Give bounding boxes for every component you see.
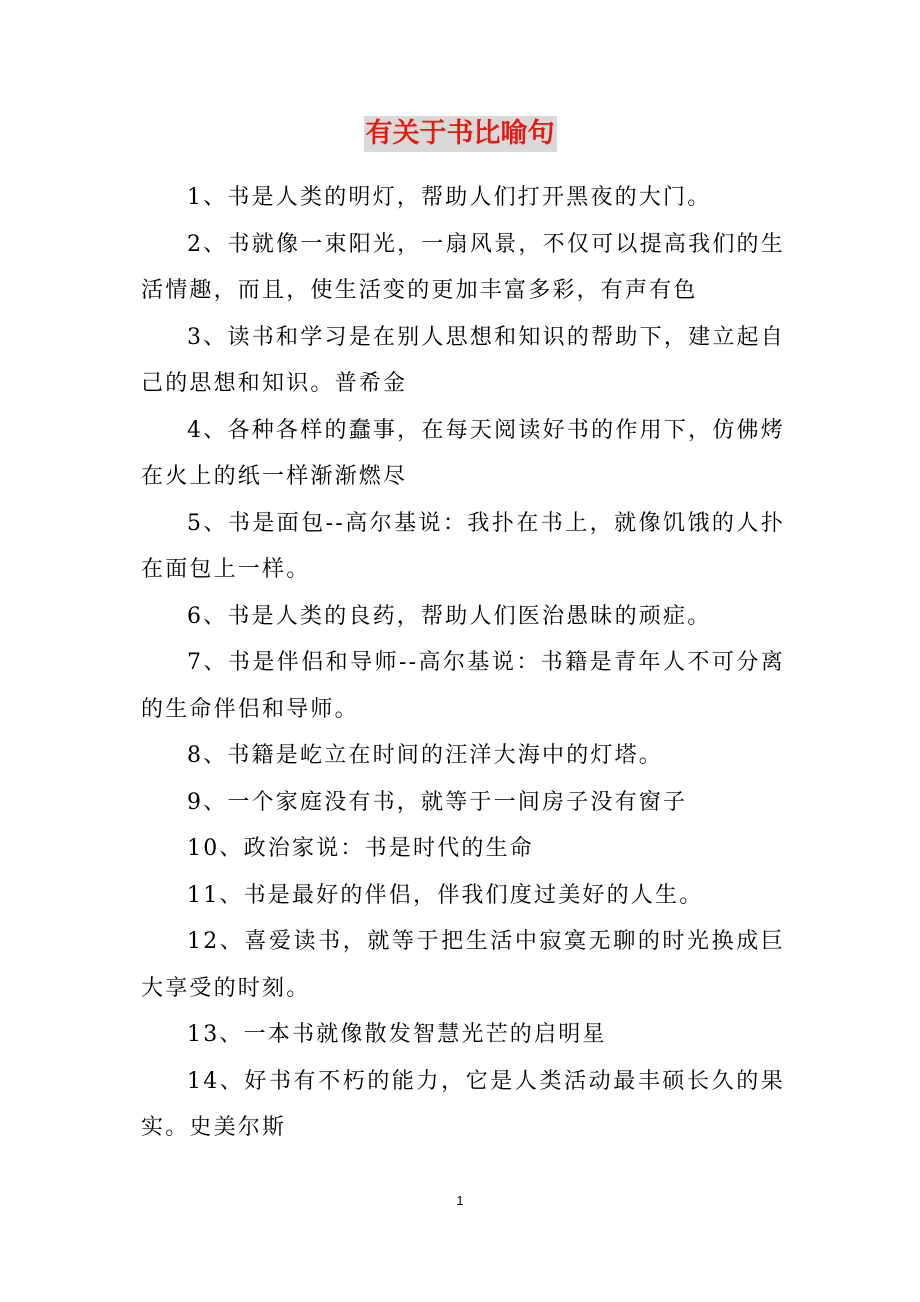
page-number: 1: [456, 1193, 464, 1208]
document-body: [141, 175, 785, 1152]
paragraph-3: 3、读书和学习是在别人思想和知识的帮助下，建立起自己的思想和知识。普希金: [141, 324, 785, 396]
paragraph-2: 2、书就像一束阳光，一扇风景，不仅可以提高我们的生活情趣，而且，使生活变的更加丰富多彩，有声有色: [141, 231, 785, 303]
title-container: [0, 116, 920, 152]
paragraph-9: 9、一个家庭没有书，就等于一间房子没有窗子: [187, 789, 688, 815]
paragraph-7: 7、书是伴侣和导师--高尔基说：书籍是青年人不可分离的生命伴侣和导师。: [141, 650, 785, 722]
paragraph-6: 6、书是人类的良药，帮助人们医治愚昧的顽症。: [187, 603, 712, 629]
paragraph-10: 10、政治家说：书是时代的生命: [187, 836, 534, 861]
paragraph-14: 14、好书有不朽的能力，它是人类活动最丰硕长久的果实。史美尔斯: [141, 1068, 785, 1140]
paragraph-4: 4、各种各样的蠢事，在每天阅读好书的作用下，仿佛烤在火上的纸一样渐渐燃尽: [141, 417, 785, 489]
paragraph-11: 11、书是最好的伴侣，伴我们度过美好的人生。: [187, 882, 704, 908]
paragraph-5: 5、书是面包--高尔基说：我扑在书上，就像饥饿的人扑在面包上一样。: [141, 510, 785, 582]
paragraph-1: 1、书是人类的明灯，帮助人们打开黑夜的大门。: [187, 185, 712, 210]
paragraph-12: 12、喜爱读书，就等于把生活中寂寞无聊的时光换成巨大享受的时刻。: [141, 929, 785, 1001]
document-title: 有关于书比喻句: [364, 116, 557, 152]
paragraph-13: 13、一本书就像散发智慧光芒的启明星: [187, 1022, 607, 1047]
paragraph-8: 8、书籍是屹立在时间的汪洋大海中的灯塔。: [187, 743, 663, 768]
